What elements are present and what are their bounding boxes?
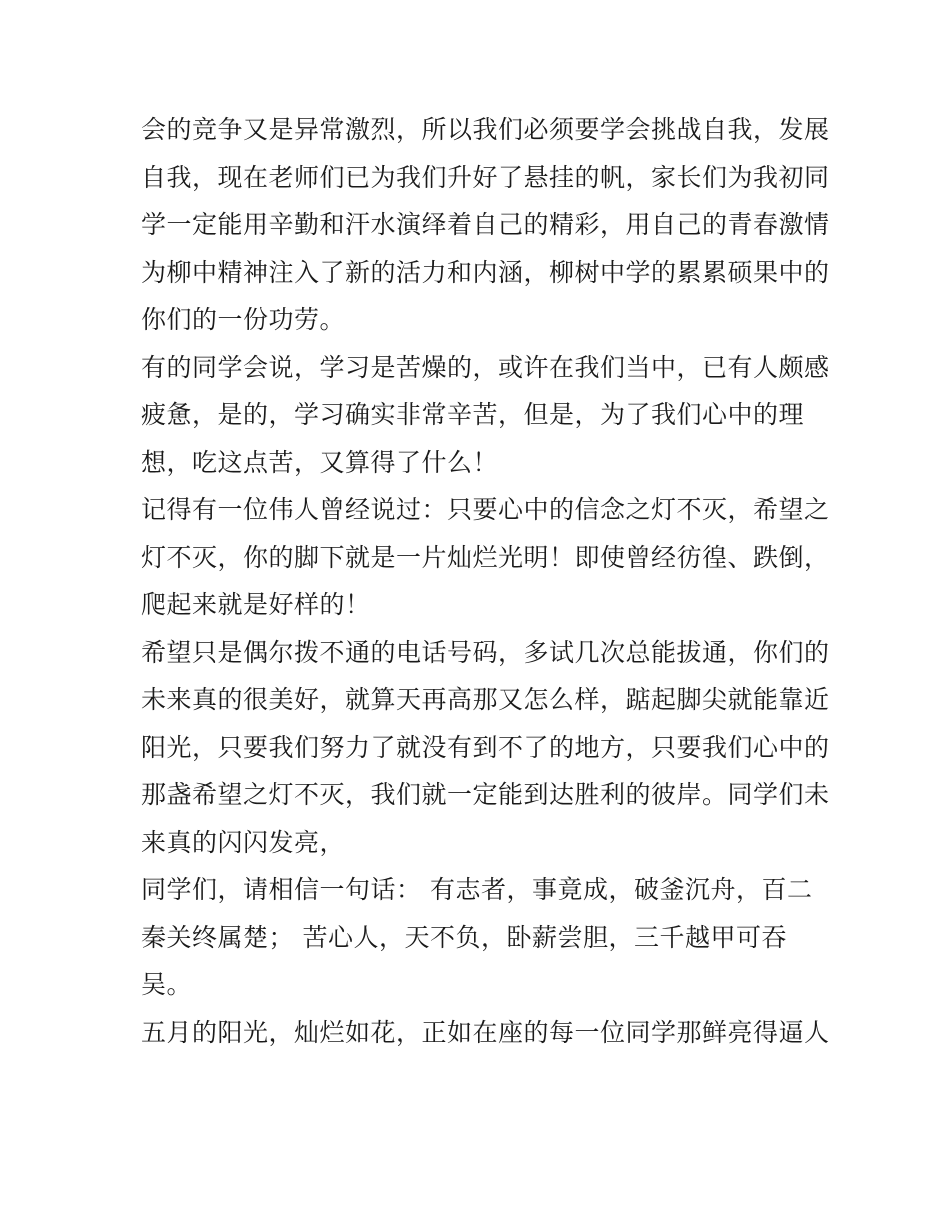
text-line: 秦关终属楚； 苦心人，天不负，卧薪尝胆，三千越甲可吞 [141,922,787,952]
text-line: 灯不灭，你的脚下就是一片灿烂光明！即使曾经彷徨、跌倒， [141,542,830,572]
text-line: 自我，现在老师们已为我们升好了悬挂的帆，家长们为我初同 [141,162,830,192]
text-line: 学一定能用辛勤和汗水演绎着自己的精彩，用自己的青春激情 [141,210,830,239]
text-line: 有的同学会说，学习是苦燥的，或许在我们当中，已有人颇感 [141,352,830,382]
text-line: 爬起来就是好样的！ [141,590,371,619]
text-line: 记得有一位伟人曾经说过：只要心中的信念之灯不灭，希望之 [141,495,830,524]
text-line: 会的竞争又是异常激烈，所以我们必须要学会挑战自我，发展 [141,115,830,144]
text-line: 你们的一份功劳。 [141,305,346,334]
text-line: 想，吃这点苦，又算得了什么！ [141,447,499,477]
text-line: 希望只是偶尔拨不通的电话号码，多试几次总能拔通，你们的 [141,637,830,667]
text-line: 吴。 [141,970,193,999]
text-line: 五月的阳光，灿烂如花，正如在座的每一位同学那鲜亮得逼人 [141,1017,830,1047]
text-line: 阳光，只要我们努力了就没有到不了的地方，只要我们心中的 [141,732,830,762]
text-line: 那盏希望之灯不灭，我们就一定能到达胜利的彼岸。同学们未 [141,780,830,809]
text-line: 为柳中精神注入了新的活力和内涵，柳树中学的累累硕果中的 [141,257,830,287]
text-line: 同学们，请相信一句话： 有志者，事竟成，破釜沉舟，百二 [141,875,813,904]
text-line: 疲惫，是的，学习确实非常辛苦，但是，为了我们心中的理 [141,400,805,429]
text-line: 未来真的很美好，就算天再高那又怎么样，踮起脚尖就能靠近 [141,685,830,714]
body-text [141,106,830,1056]
text-line: 来真的闪闪发亮， [141,827,346,857]
